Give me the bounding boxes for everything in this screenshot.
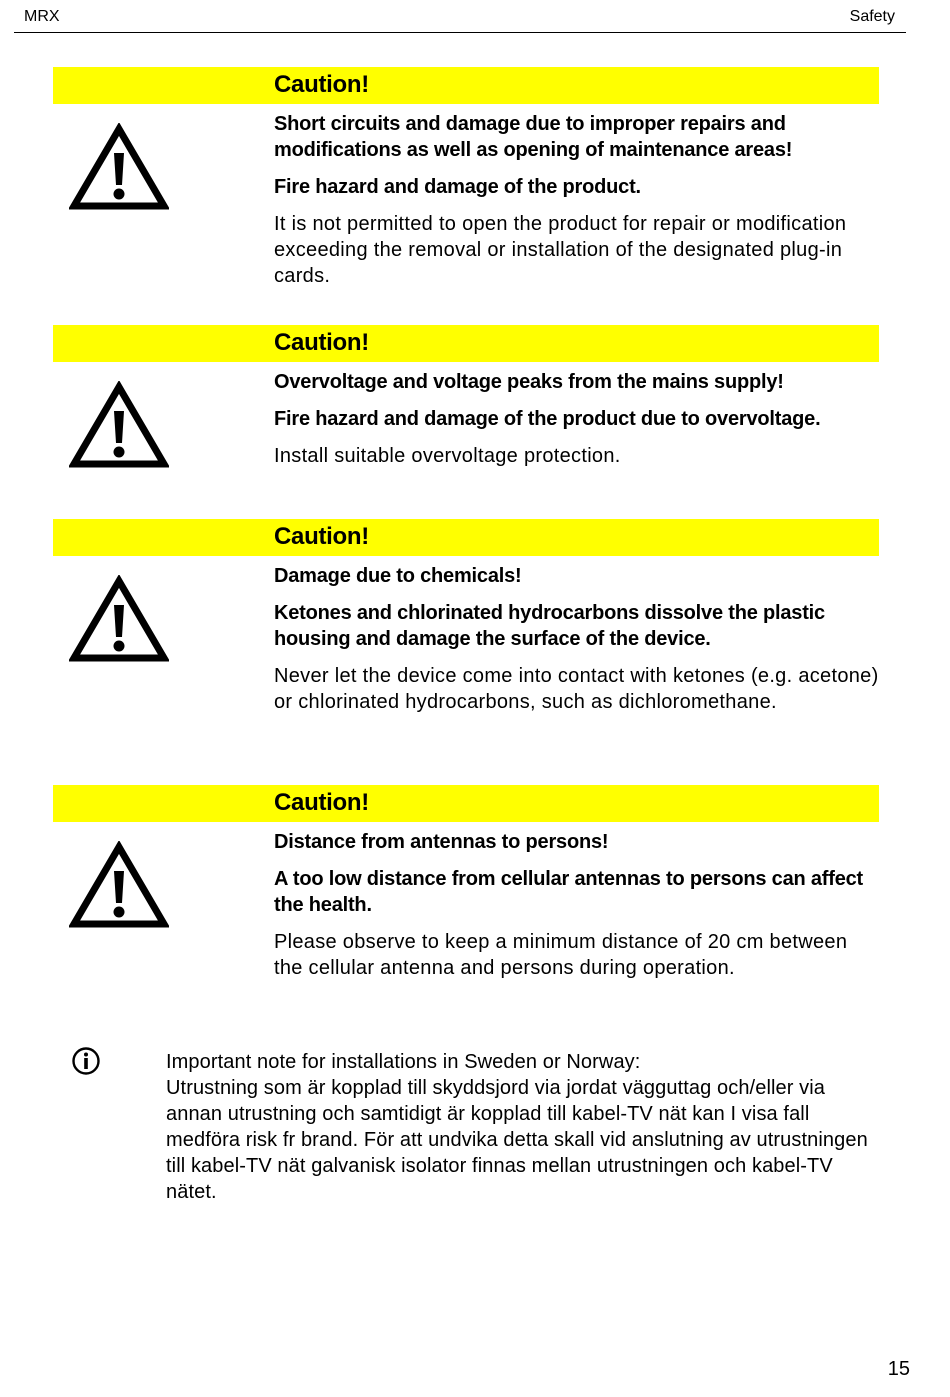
installation-note bbox=[166, 1049, 886, 1205]
caution-headline: Short circuits and damage due to improper repairs and modifications as well as opening of maintenance areas! bbox=[274, 113, 793, 161]
caution-body bbox=[274, 563, 879, 715]
caution-body bbox=[274, 369, 879, 469]
caution-instruction: Please observe to keep a minimum distance of 20 cm between the cellular antenna and persons during operation. bbox=[274, 931, 848, 979]
caution-consequence: Fire hazard and damage of the product due to overvoltage. bbox=[274, 408, 821, 430]
caution-title: Caution! bbox=[274, 789, 369, 816]
header-product-name: MRX bbox=[24, 8, 60, 25]
caution-consequence: Fire hazard and damage of the product. bbox=[274, 176, 641, 198]
note-text: Utrustning som är kopplad till skyddsjord via jordat vägguttag och/eller via annan utrustning och samtidigt är kopplad till kabel-TV nät kan I visa fall medföra risk fr brand. För att undvika detta skall vid anslutning av utrustningen till kabel-TV nät galvanisk isolator finnas mellan utrustningen och kabel-TV nätet. bbox=[166, 1077, 868, 1203]
caution-headline: Damage due to chemicals! bbox=[274, 565, 522, 587]
warning-triangle-icon bbox=[69, 575, 169, 668]
caution-band bbox=[53, 519, 879, 556]
caution-band bbox=[53, 785, 879, 822]
caution-body bbox=[274, 111, 879, 289]
caution-title: Caution! bbox=[274, 523, 369, 550]
caution-title: Caution! bbox=[274, 71, 369, 98]
note-intro: Important note for installations in Sweden or Norway: bbox=[166, 1051, 641, 1073]
header-section-title: Safety bbox=[849, 8, 895, 25]
warning-triangle-icon bbox=[69, 841, 169, 934]
page-number: 15 bbox=[887, 1358, 910, 1380]
caution-headline: Distance from antennas to persons! bbox=[274, 831, 609, 853]
caution-band bbox=[53, 325, 879, 362]
caution-instruction: Never let the device come into contact with ketones (e.g. acetone) or chlorinated hydrocarbons, such as dichloromethane. bbox=[274, 665, 879, 713]
caution-title: Caution! bbox=[274, 329, 369, 356]
caution-instruction: It is not permitted to open the product for repair or modification exceeding the removal or installation of the designated plug-in cards. bbox=[274, 213, 847, 287]
header-divider bbox=[14, 32, 906, 33]
info-icon bbox=[71, 1046, 101, 1081]
caution-consequence: A too low distance from cellular antennas to persons can affect the health. bbox=[274, 868, 864, 916]
warning-triangle-icon bbox=[69, 381, 169, 474]
caution-body bbox=[274, 829, 879, 981]
caution-instruction: Install suitable overvoltage protection. bbox=[274, 445, 621, 467]
warning-triangle-icon bbox=[69, 123, 169, 216]
caution-headline: Overvoltage and voltage peaks from the mains supply! bbox=[274, 371, 784, 393]
caution-consequence: Ketones and chlorinated hydrocarbons dissolve the plastic housing and damage the surface of the device. bbox=[274, 602, 825, 650]
caution-band bbox=[53, 67, 879, 104]
